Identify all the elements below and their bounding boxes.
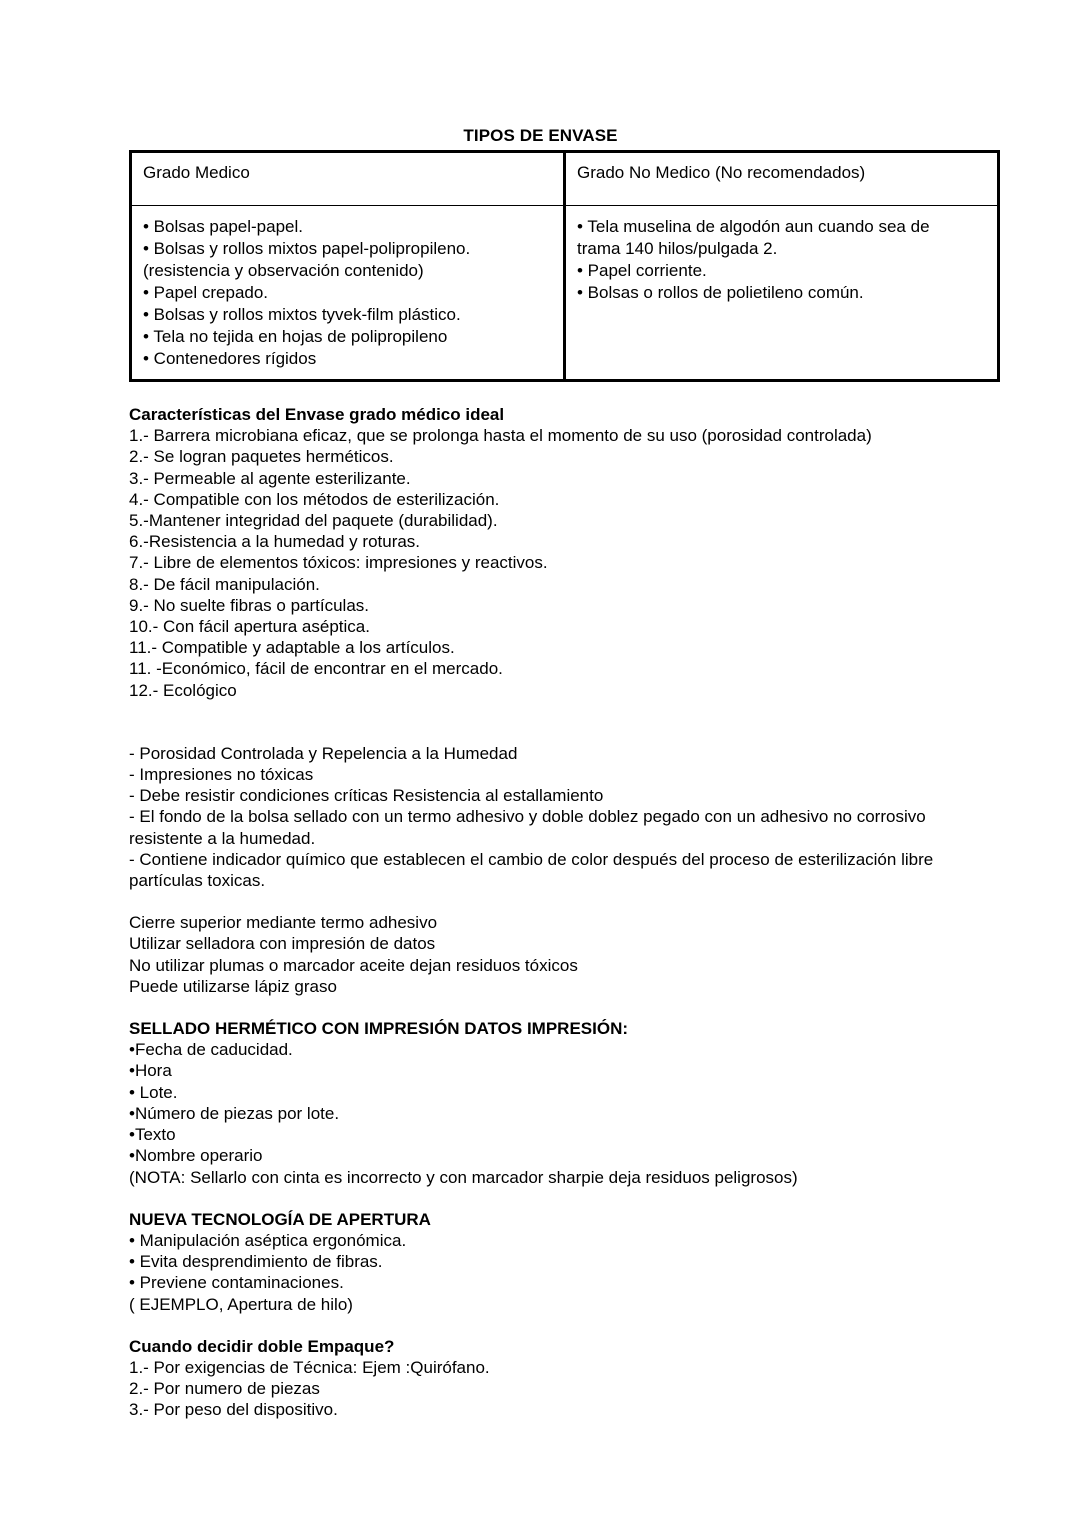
list-item: 3.- Por peso del dispositivo. xyxy=(129,1400,338,1420)
list-item: - Debe resistir condiciones críticas Resistencia al estallamiento xyxy=(129,786,604,806)
list-item: 9.- No suelte fibras o partículas. xyxy=(129,595,370,615)
table-header-row xyxy=(131,152,999,206)
spacer xyxy=(129,701,951,743)
list-item: 7.- Libre de elementos tóxicos: impresiones y reactivos. xyxy=(129,553,548,573)
list-item: 4.- Compatible con los métodos de esterilización. xyxy=(129,489,500,509)
list-item: 12.- Ecológico xyxy=(129,680,237,700)
list-item: 5.-Mantener integridad del paquete (durabilidad). xyxy=(129,511,498,531)
section-cierre xyxy=(129,912,951,997)
cell-line: • Contenedores rígidos xyxy=(143,349,317,368)
cell-line: • Bolsas y rollos mixtos papel-polipropileno. xyxy=(143,239,471,258)
table-body-row xyxy=(131,206,999,381)
list-item: Puede utilizarse lápiz graso xyxy=(129,976,337,996)
list-item: 6.-Resistencia a la humedad y roturas. xyxy=(129,532,421,552)
section-sellado xyxy=(129,1018,951,1188)
document-body xyxy=(129,404,951,1421)
list-item: •Número de piezas por lote. xyxy=(129,1103,340,1123)
section-propiedades xyxy=(129,743,951,891)
cell-line: • Papel corriente. xyxy=(577,261,707,280)
spacer xyxy=(129,891,951,912)
list-item: - El fondo de la bolsa sellado con un termo adhesivo y doble doblez pegado con un adhesivo no corrosivo resistente a la humedad. xyxy=(129,807,926,848)
list-item: • Evita desprendimiento de fibras. xyxy=(129,1252,383,1272)
list-item: 11.- Compatible y adaptable a los artículos. xyxy=(129,638,455,658)
cell-line: • Papel crepado. xyxy=(143,283,269,302)
list-item: 2.- Por numero de piezas xyxy=(129,1379,320,1399)
section-apertura xyxy=(129,1209,951,1315)
spacer xyxy=(129,1188,951,1209)
section-heading-doble-empaque: Cuando decidir doble Empaque? xyxy=(129,1336,395,1356)
list-item: - Contiene indicador químico que establecen el cambio de color después del proceso de esterilización libre partículas toxicas. xyxy=(129,849,934,891)
cell-line: • Tela muselina de algodón aun cuando sea de xyxy=(577,217,930,236)
table-section xyxy=(129,125,952,382)
list-item: Utilizar selladora con impresión de datos xyxy=(129,934,436,954)
section-heading-caracteristicas: Características del Envase grado médico ideal xyxy=(129,405,505,424)
list-item: •Fecha de caducidad. xyxy=(129,1040,293,1060)
list-item: (NOTA: Sellarlo con cinta es incorrecto y con marcador sharpie deja residuos peligrosos) xyxy=(129,1167,798,1187)
table-header-grado-medico: Grado Medico xyxy=(131,152,565,206)
section-doble-empaque xyxy=(129,1336,951,1421)
list-item: 10.- Con fácil apertura aséptica. xyxy=(129,617,370,637)
list-item: - Impresiones no tóxicas xyxy=(129,765,314,785)
table-cell-grado-no-medico xyxy=(565,206,999,381)
cell-line: • Tela no tejida en hojas de polipropileno xyxy=(143,327,448,346)
spacer xyxy=(129,1315,951,1336)
list-item: •Texto xyxy=(129,1125,176,1145)
cell-line: trama 140 hilos/pulgada 2. xyxy=(577,239,778,258)
list-item: 2.- Se logran paquetes herméticos. xyxy=(129,447,394,467)
table-header-grado-no-medico: Grado No Medico (No recomendados) xyxy=(565,152,999,206)
section-heading-apertura: NUEVA TECNOLOGÍA DE APERTURA xyxy=(129,1209,431,1229)
list-item: • Previene contaminaciones. xyxy=(129,1273,344,1293)
list-item: No utilizar plumas o marcador aceite dejan residuos tóxicos xyxy=(129,955,578,975)
list-item: 11. -Económico, fácil de encontrar en el mercado. xyxy=(129,659,503,679)
list-item: - Porosidad Controlada y Repelencia a la Humedad xyxy=(129,743,518,763)
tipos-de-envase-table xyxy=(129,150,1000,382)
list-item: 1.- Barrera microbiana eficaz, que se prolonga hasta el momento de su uso (porosidad controlada) xyxy=(129,426,872,446)
list-item: •Nombre operario xyxy=(129,1146,263,1166)
section-caracteristicas xyxy=(129,404,951,701)
list-item: 1.- Por exigencias de Técnica: Ejem :Quirófano. xyxy=(129,1357,490,1377)
cell-line: • Bolsas o rollos de polietileno común. xyxy=(577,283,864,302)
list-item: • Manipulación aséptica ergonómica. xyxy=(129,1230,407,1250)
list-item: ( EJEMPLO, Apertura de hilo) xyxy=(129,1294,353,1314)
cell-line: • Bolsas papel-papel. xyxy=(143,217,303,236)
list-item: •Hora xyxy=(129,1061,172,1081)
list-item: 3.- Permeable al agente esterilizante. xyxy=(129,468,411,488)
cell-line: (resistencia y observación contenido) xyxy=(143,261,424,280)
table-cell-grado-medico xyxy=(131,206,565,381)
list-item: Cierre superior mediante termo adhesivo xyxy=(129,913,438,933)
section-heading-sellado: SELLADO HERMÉTICO CON IMPRESIÓN DATOS IMPRESIÓN: xyxy=(129,1019,629,1039)
cell-line: • Bolsas y rollos mixtos tyvek-film plástico. xyxy=(143,305,461,324)
table-title: TIPOS DE ENVASE xyxy=(463,126,618,145)
spacer xyxy=(129,997,951,1018)
list-item: 8.- De fácil manipulación. xyxy=(129,574,320,594)
list-item: • Lote. xyxy=(129,1082,178,1102)
